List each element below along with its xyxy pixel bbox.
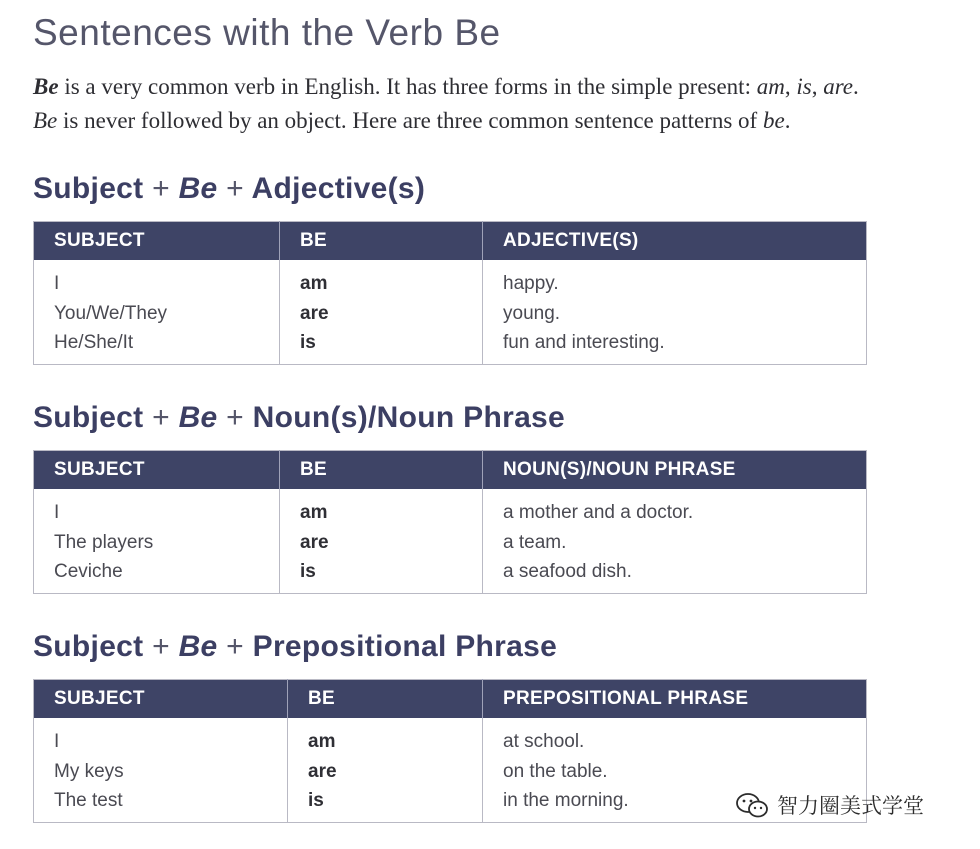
section-heading-adjectives (33, 172, 425, 206)
table-header-row (34, 680, 867, 719)
complement-cell: a team. (503, 531, 567, 553)
subject-column (34, 489, 280, 593)
complement-cell: at school. (503, 731, 585, 752)
intro-text-1: is a very common verb in English. It has three forms in the simple present: (58, 74, 757, 99)
watermark-text: 智力圈美式学堂 (777, 794, 924, 818)
complement-column (483, 489, 867, 593)
heading-plus: + (152, 401, 170, 434)
heading-pattern: Noun(s)/Noun Phrase (252, 401, 566, 434)
intro-comma-1: , (784, 74, 797, 99)
be-cell: is (300, 332, 316, 353)
page-title: Sentences with the Verb Be (33, 12, 501, 53)
complement-cell: happy. (503, 273, 559, 294)
wechat-icon (735, 791, 769, 819)
section-heading-prepositional (33, 630, 557, 664)
complement-cell: a mother and a doctor. (503, 502, 694, 523)
heading-plus: + (226, 401, 244, 434)
heading-be: Be (178, 401, 218, 434)
column-header-be: BE (280, 451, 483, 490)
be-cell: are (300, 302, 329, 324)
subject-cell: The test (54, 790, 123, 811)
complement-cell: on the table. (503, 760, 608, 782)
column-header-be: BE (280, 222, 483, 261)
subject-cell: I (54, 273, 60, 294)
heading-plus: + (152, 630, 170, 663)
intro-text-2: is never followed by an object. Here are three common sentence patterns of (57, 108, 763, 133)
heading-be: Be (178, 172, 218, 205)
intro-be-word-3: be (762, 108, 785, 133)
intro-period-2: . (784, 108, 791, 133)
be-cell: is (308, 790, 324, 811)
table-body-row (34, 489, 867, 593)
be-column (280, 489, 483, 593)
column-header-be: BE (288, 680, 483, 719)
table-header-row (34, 222, 867, 261)
watermark (735, 790, 924, 820)
subject-column (34, 260, 280, 364)
heading-plus: + (152, 172, 170, 205)
be-cell: is (300, 561, 316, 582)
be-cell: am (300, 273, 328, 294)
intro-form-is: is (796, 74, 812, 99)
heading-subject: Subject (33, 401, 144, 434)
column-header-complement: NOUN(S)/NOUN PHRASE (483, 451, 867, 490)
heading-pattern: Prepositional Phrase (252, 630, 558, 663)
heading-pattern: Adjective(s) (251, 172, 426, 205)
complement-cell: young. (503, 302, 561, 324)
be-column (280, 260, 483, 364)
column-header-complement: ADJECTIVE(S) (483, 222, 867, 261)
intro-form-am: am (756, 74, 785, 99)
heading-be: Be (178, 630, 218, 663)
complement-column (483, 260, 867, 364)
heading-plus: + (226, 172, 244, 205)
intro-period-1: . (853, 74, 859, 99)
subject-cell: The players (54, 531, 154, 553)
be-cell: am (308, 731, 336, 752)
column-header-subject: SUBJECT (34, 451, 280, 490)
table-header-row (34, 451, 867, 490)
intro-be-word-2: Be (33, 108, 58, 133)
intro-line-1 (33, 70, 973, 104)
section-heading-nouns (33, 401, 565, 435)
intro-form-are: are (823, 74, 853, 99)
complement-cell: fun and interesting. (503, 332, 665, 353)
heading-subject: Subject (33, 630, 144, 663)
subject-cell: My keys (54, 760, 124, 782)
subject-cell: Ceviche (54, 561, 123, 582)
intro-be-word: Be (33, 74, 59, 99)
be-column (288, 718, 483, 822)
subject-cell: I (54, 502, 60, 523)
table-body-row (34, 260, 867, 364)
subject-cell: You/We/They (54, 302, 168, 324)
be-cell: are (308, 760, 337, 782)
complement-cell: in the morning. (503, 790, 629, 811)
intro-comma-2: , (811, 74, 824, 99)
intro-line-2 (33, 104, 973, 138)
intro-paragraph (33, 70, 973, 138)
adjectives-table (33, 221, 867, 365)
heading-plus: + (226, 630, 244, 663)
complement-cell: a seafood dish. (503, 561, 632, 582)
nouns-table (33, 450, 867, 594)
column-header-complement: PREPOSITIONAL PHRASE (483, 680, 867, 719)
subject-cell: I (54, 731, 60, 752)
heading-subject: Subject (33, 172, 144, 205)
be-cell: are (300, 531, 329, 553)
be-cell: am (300, 502, 328, 523)
subject-column (34, 718, 288, 822)
column-header-subject: SUBJECT (34, 222, 280, 261)
subject-cell: He/She/It (54, 332, 134, 353)
column-header-subject: SUBJECT (34, 680, 288, 719)
